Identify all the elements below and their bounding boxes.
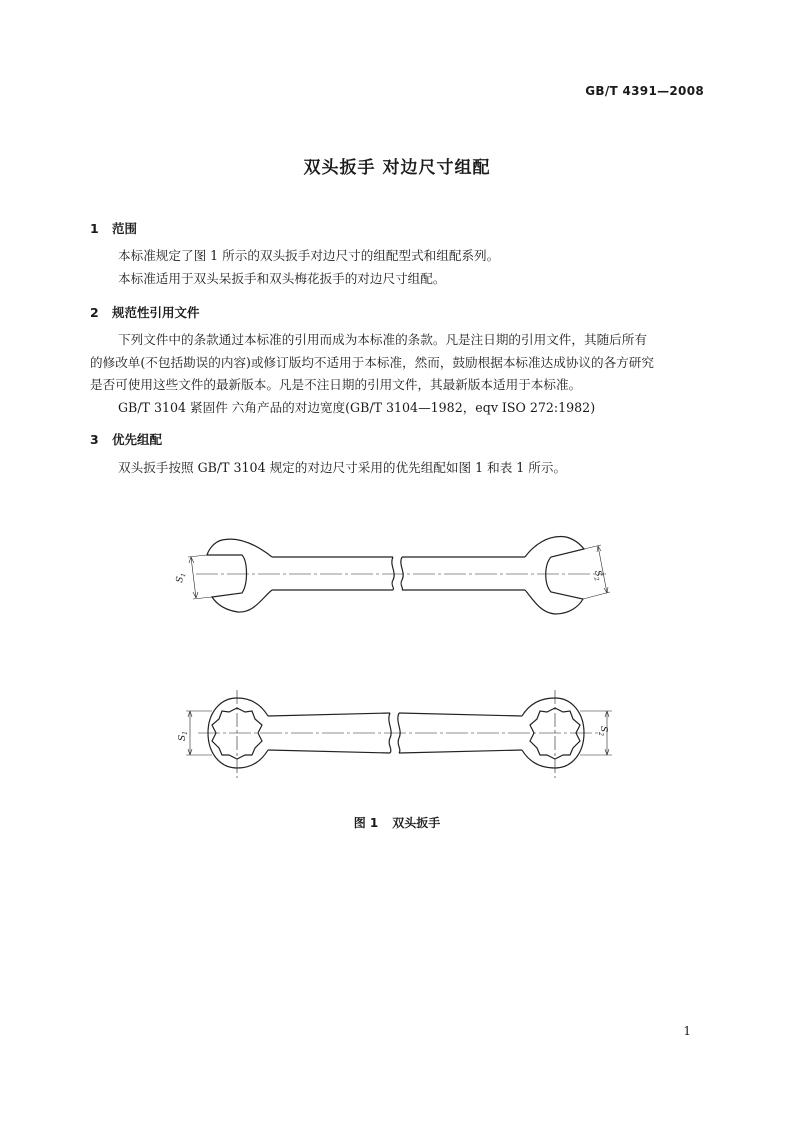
figure-title: 双头扳手: [392, 816, 441, 830]
section-number: 1: [90, 221, 99, 236]
section-title: 优先组配: [112, 432, 163, 447]
figure-number: 图 1: [353, 816, 379, 830]
section-1-body: [90, 245, 705, 290]
standard-code: GB/T 4391—2008: [585, 84, 704, 98]
wrench-figure: [0, 520, 794, 810]
open-end-wrench-drawing: [188, 537, 610, 614]
paragraph-line: 是否可使用这些文件的最新版本。凡是不注日期的引用文件，其最新版本适用于本标准。: [90, 377, 582, 392]
section-2-heading: [90, 303, 200, 321]
page-number: 1: [683, 1024, 691, 1038]
section-number: 3: [90, 432, 99, 447]
document-title: 双头扳手 对边尺寸组配: [303, 158, 491, 178]
reference-item: GB/T 3104 紧固件 六角产品的对边宽度(GB/T 3104—1982，eqv ISO 272:1982): [118, 399, 596, 415]
s1-ring-dimension-label: $S_1$: [178, 731, 189, 741]
section-3-body: [90, 457, 705, 480]
paragraph-line: 本标准规定了图 1 所示的双头扳手对边尺寸的组配型式和组配系列。: [118, 248, 500, 263]
s1-dimension-label: $S_1$: [175, 572, 188, 584]
section-2-body: [90, 329, 705, 419]
section-3-heading: [90, 430, 162, 448]
section-title: 范围: [112, 221, 138, 236]
paragraph-line: 的修改单(不包括勘误的内容)或修订版均不适用于本标准，然而，鼓励根据本标准达成协议的各方研究: [90, 354, 654, 370]
section-number: 2: [90, 305, 99, 320]
paragraph-line: 下列文件中的条款通过本标准的引用而成为本标准的条款。凡是注日期的引用文件，其随后所有: [118, 332, 647, 347]
section-title: 规范性引用文件: [112, 305, 200, 320]
box-end-wrench-drawing: [186, 690, 612, 778]
section-1-heading: [90, 219, 137, 237]
s2-dimension-label: $S_2$: [592, 569, 604, 582]
paragraph-line: 双头扳手按照 GB/T 3104 规定的对边尺寸采用的优先组配如图 1 和表 1 所示。: [118, 460, 567, 475]
figure-caption: [0, 814, 794, 831]
s2-ring-dimension-label: $S_2$: [597, 726, 608, 736]
paragraph-line: 本标准适用于双头呆扳手和双头梅花扳手的对边尺寸组配。: [118, 270, 446, 286]
